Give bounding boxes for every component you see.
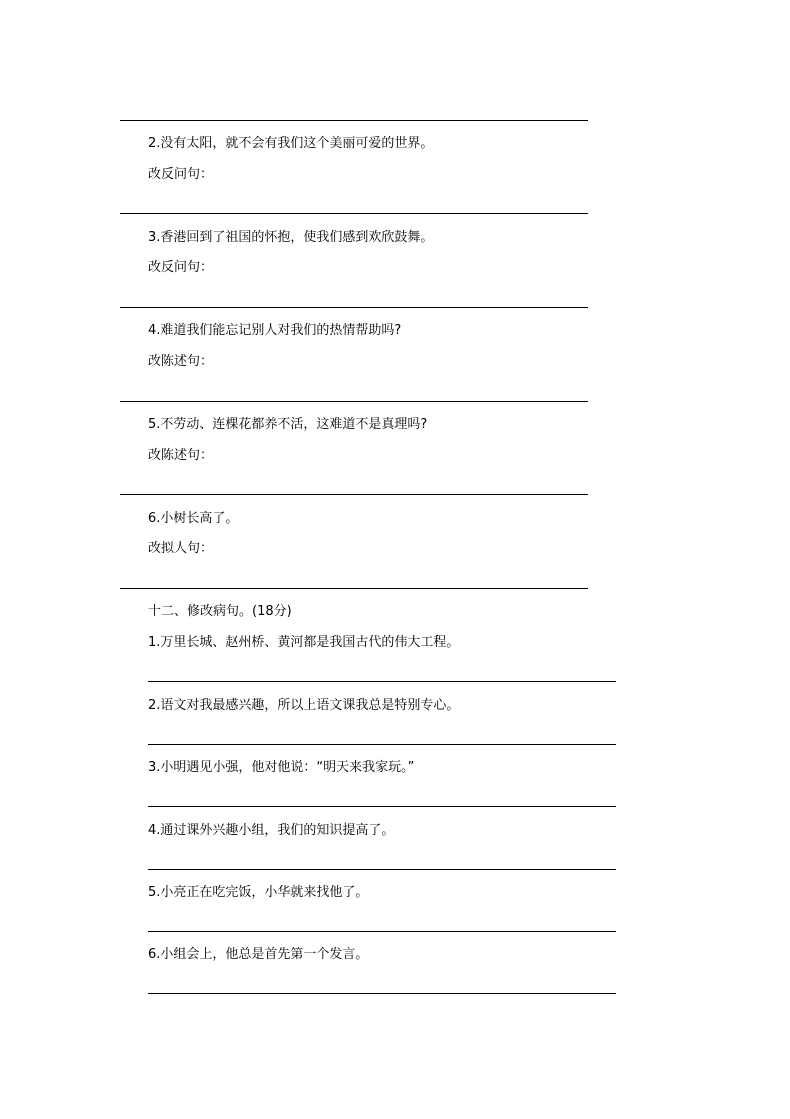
rewrite-instruction-3: 改反问句：	[148, 260, 214, 275]
correction-item-4: 4.通过课外兴趣小组，我们的知识提高了。	[148, 823, 395, 838]
answer-line	[120, 494, 588, 495]
answer-line	[148, 806, 616, 807]
answer-line	[120, 588, 588, 589]
answer-line	[120, 307, 588, 308]
rewrite-sentence-3: 3.香港回到了祖国的怀抱，使我们感到欢欣鼓舞。	[148, 230, 434, 245]
rewrite-instruction-4: 改陈述句：	[148, 354, 214, 369]
rewrite-sentence-4: 4.难道我们能忘记别人对我们的热情帮助吗?	[148, 323, 402, 338]
answer-line	[148, 681, 616, 682]
answer-line	[148, 744, 616, 745]
correction-item-3: 3.小明遇见小强，他对他说：“明天来我家玩。”	[148, 760, 415, 775]
answer-line	[148, 931, 616, 932]
section-12-title: 十二、修改病句。(18分)	[148, 604, 292, 619]
answer-line	[120, 401, 588, 402]
correction-item-5: 5.小亮正在吃完饭，小华就来找他了。	[148, 885, 369, 900]
correction-item-6: 6.小组会上，他总是首先第一个发言。	[148, 947, 369, 962]
rewrite-sentence-6: 6.小树长高了。	[148, 511, 239, 526]
rewrite-sentence-2: 2.没有太阳，就不会有我们这个美丽可爱的世界。	[148, 136, 434, 151]
rewrite-instruction-6: 改拟人句：	[148, 541, 214, 556]
answer-line	[120, 120, 588, 121]
answer-line	[120, 213, 588, 214]
correction-item-1: 1.万里长城、赵州桥、黄河都是我国古代的伟大工程。	[148, 635, 460, 650]
rewrite-instruction-2: 改反问句：	[148, 167, 214, 182]
rewrite-sentence-5: 5.不劳动、连棵花都养不活，这难道不是真理吗?	[148, 417, 428, 432]
answer-line	[148, 993, 616, 994]
correction-item-2: 2.语文对我最感兴趣，所以上语文课我总是特别专心。	[148, 698, 460, 713]
answer-line	[148, 869, 616, 870]
rewrite-instruction-5: 改陈述句：	[148, 448, 214, 463]
